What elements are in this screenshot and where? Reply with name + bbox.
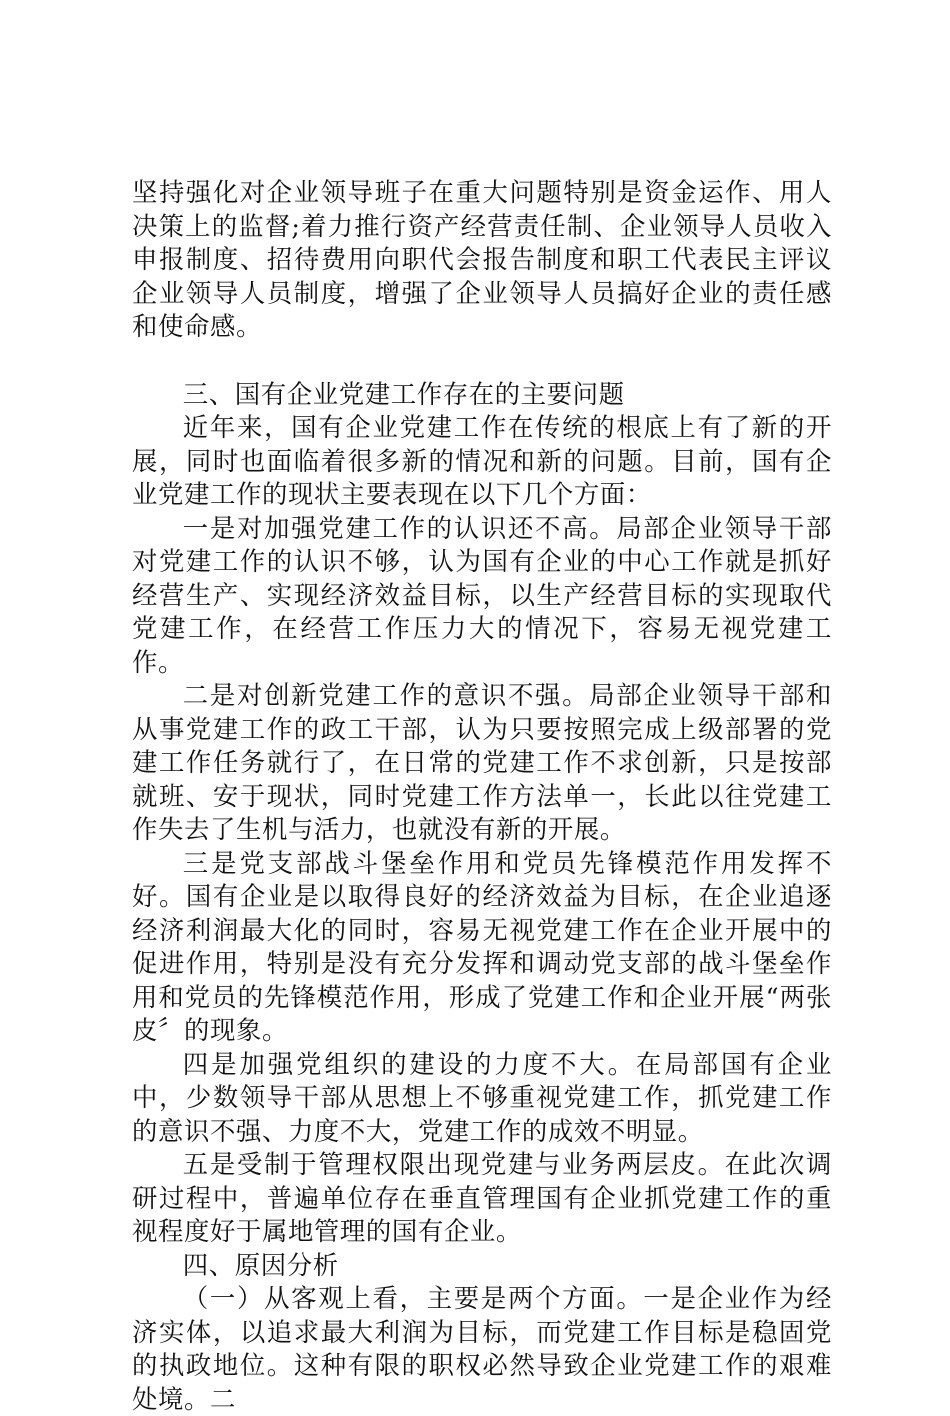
paragraph-point-3: 三是党支部战斗堡垒作用和党员先锋模范作用发挥不好。国有企业是以取得良好的经济效益为目标，在企业追逐经济利润最大化的同时，容易无视党建工作在企业开展中的促进作用，特别是没有充分发挥和调动党支部的战斗堡垒作用和党员的先锋模范作用，形成了党建工作和企业开展“两张皮〞的现象。 [132, 847, 832, 1045]
paragraph-point-2: 二是对创新党建工作的意识不强。局部企业领导干部和从事党建工作的政工干部，认为只要按照完成上级部署的党建工作任务就行了，在日常的党建工作不求创新，只是按部就班、安于现状，同时党建工作方法单一，长此以往党建工作失去了生机与活力，也就没有新的开展。 [132, 680, 832, 844]
paragraph-point-1: 一是对加强党建工作的认识还不高。局部企业领导干部对党建工作的认识不够，认为国有企业的中心工作就是抓好经营生产、实现经济效益目标，以生产经营目标的实现取代党建工作，在经营工作压力大的情况下，容易无视党建工作。 [132, 512, 832, 677]
paragraph-gap [132, 344, 832, 378]
paragraph-cause-1: （一）从客观上看，主要是两个方面。一是企业作为经济实体，以追求最大利润为目标，而党建工作目标是稳固党的执政地位。这种有限的职权必然导致企业党建工作的艰难处境。二 [132, 1283, 832, 1414]
document-body [132, 176, 832, 1416]
paragraph-point-5: 五是受制于管理权限出现党建与业务两层皮。在此次调研过程中，普遍单位存在垂直管理国有企业抓党建工作的重视程度好于属地管理的国有企业。 [132, 1149, 832, 1246]
paragraph-point-4: 四是加强党组织的建设的力度不大。在局部国有企业中，少数领导干部从思想上不够重视党建工作，抓党建工作的意识不强、力度不大，党建工作的成效不明显。 [132, 1048, 832, 1146]
paragraph-continuation: 坚持强化对企业领导班子在重大问题特别是资金运作、用人决策上的监督;着力推行资产经营责任制、企业领导人员收入申报制度、招待费用向职代会报告制度和职工代表民主评议企业领导人员制度，增强了企业领导人员搞好企业的责任感和使命感。 [132, 177, 832, 341]
section-heading-4: 四、原因分析 [182, 1249, 339, 1280]
section-heading-3: 三、国有企业党建工作存在的主要问题 [182, 378, 625, 409]
paragraph-intro: 近年来，国有企业党建工作在传统的根底上有了新的开展，同时也面临着很多新的情况和新的问题。目前，国有企业党建工作的现状主要表现在以下几个方面： [132, 412, 832, 509]
